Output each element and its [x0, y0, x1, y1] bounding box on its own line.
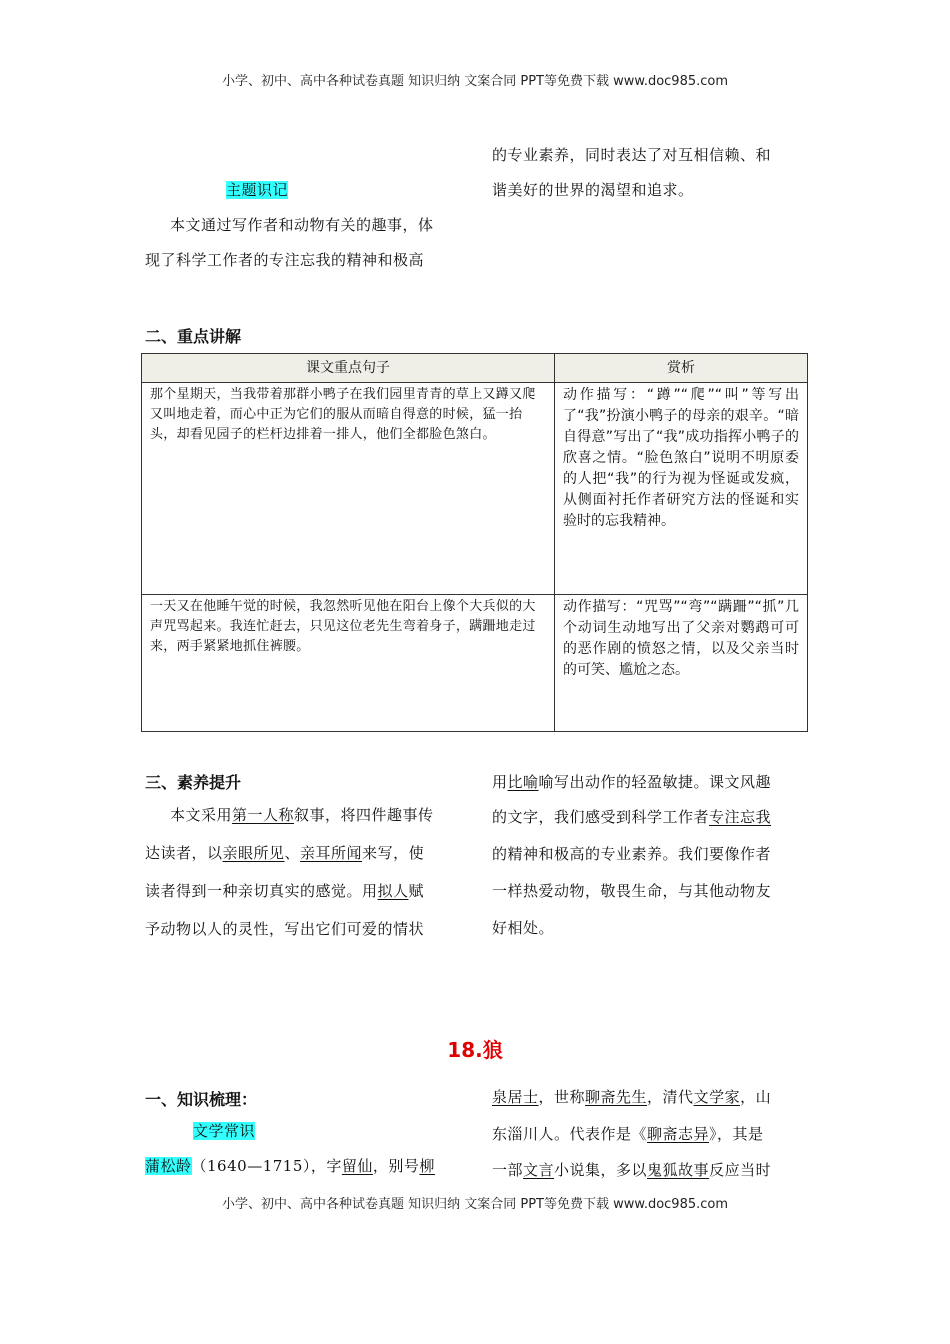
- ch18-underlined: 留仙: [341, 1157, 373, 1175]
- s3-right-line-4: 一样热爱动物，敬畏生命，与其他动物友: [492, 882, 772, 900]
- s3-underlined: 拟人: [377, 882, 409, 900]
- page-header: 小学、初中、高中各种试卷真题 知识归纳 文案合同 PPT等免费下载 www.doc985.com: [221, 74, 729, 89]
- row2-analysis: 动作描写：“咒骂”“弯”“蹒跚”“抓”几个动词生动地写出了父亲对鹦鹉可可的恶作剧的愤怒之情，以及父亲当时的可笑、尴尬之态。: [555, 595, 808, 732]
- ch18-text: 一部: [492, 1161, 524, 1179]
- col-header-sentence: 课文重点句子: [142, 354, 555, 383]
- ch18-underlined: 泉居士: [492, 1088, 539, 1106]
- ch18-underlined: 聊斋志异: [647, 1125, 710, 1143]
- ch18-text: 小说集，多以: [554, 1161, 648, 1179]
- s3-left-line-3: [145, 874, 475, 909]
- ch18-text: ，清代: [647, 1088, 694, 1106]
- table-header-row: [142, 354, 808, 383]
- ch18-left-line-1: [145, 1149, 475, 1184]
- theme-right-line-2: 谐美好的世界的渴望和追求。: [492, 181, 694, 199]
- s3-text: 达读者，以: [145, 844, 223, 862]
- ch18-text: 反应当时: [709, 1161, 772, 1179]
- chapter-title: 18.狼: [447, 1038, 503, 1062]
- ch18-text: （1640—1715），字: [191, 1157, 342, 1175]
- s3-right-line-5: 好相处。: [492, 919, 555, 937]
- ch18-underlined: 文学家: [693, 1088, 741, 1106]
- ch18-text: ，世称: [538, 1088, 586, 1106]
- s3-text: 读者得到一种亲切真实的感觉。用: [145, 882, 378, 900]
- s3-text: 来写，使: [362, 844, 425, 862]
- table-row: [142, 383, 808, 595]
- ch18-right-line-1: [492, 1080, 822, 1115]
- theme-label-text: 主题识记: [226, 181, 289, 199]
- page-footer: 小学、初中、高中各种试卷真题 知识归纳 文案合同 PPT等免费下载 www.doc985.com: [221, 1197, 729, 1212]
- section2-heading: 二、重点讲解: [145, 327, 242, 346]
- row1-analysis: 动作描写：“蹲”“爬”“叫”等写出了“我”扮演小鸭子的母亲的艰辛。“暗自得意”写出了“我”成功指挥小鸭子的欣喜之情。“脸色煞白”说明不明原委的人把“我”的行为视为怪诞或发疯，从侧面衬托作者研究方法的怪诞和实验时的忘我精神。: [555, 383, 808, 595]
- ch18-text: 东淄川人。代表作是《: [492, 1125, 648, 1143]
- theme-right-line-1: 的专业素养，同时表达了对互相信赖、和: [492, 146, 772, 164]
- s3-right-line-1: [492, 765, 822, 800]
- s3-text: 本文采用: [170, 806, 233, 824]
- s3-underlined: 亲耳所闻: [300, 844, 363, 862]
- literature-label-text: 文学常识: [193, 1122, 256, 1140]
- s3-text: 喻写出动作的轻盈敏捷。课文风趣: [538, 773, 772, 791]
- chapter18-heading: 一、知识梳理：: [145, 1090, 258, 1109]
- ch18-underlined: 鬼狐故事: [647, 1161, 710, 1179]
- s3-left-line-4: 予动物以人的灵性，写出它们可爱的情状: [145, 920, 425, 938]
- ch18-right-line-3: [492, 1153, 822, 1188]
- s3-text: 、: [284, 844, 301, 862]
- literature-label: [193, 1114, 255, 1149]
- key-sentences-table: [141, 353, 808, 732]
- theme-left-line-2: 现了科学工作者的专注忘我的精神和极高: [145, 251, 425, 269]
- s3-right-line-2: [492, 800, 822, 835]
- s3-left-line-1: [170, 798, 480, 833]
- s3-text: 叙事，将四件趣事传: [294, 806, 434, 824]
- ch18-right-line-2: [492, 1117, 822, 1152]
- ch18-text: ，别号: [372, 1157, 420, 1175]
- s3-text: 赋: [408, 882, 425, 900]
- ch18-text: ，山: [740, 1088, 772, 1106]
- theme-label: [226, 173, 288, 208]
- s3-underlined: 比喻: [507, 773, 539, 791]
- s3-right-line-3: 的精神和极高的专业素养。我们要像作者: [492, 845, 772, 863]
- s3-underlined: 亲眼所见: [222, 844, 285, 862]
- ch18-underlined: 文言: [523, 1161, 555, 1179]
- row1-sentence: 那个星期天，当我带着那群小鸭子在我们园里青青的草上又蹲又爬又叫地走着，而心中正为它们的服从而暗自得意的时候，猛一抬头，却看见园子的栏杆边排着一排人，他们全都脸色煞白。: [142, 383, 555, 595]
- ch18-underlined: 聊斋先生: [585, 1088, 648, 1106]
- ch18-text: 》，其是: [709, 1125, 764, 1143]
- s3-left-line-2: [145, 836, 475, 871]
- section3-heading: 三、素养提升: [145, 773, 242, 792]
- author-name: 蒲松龄: [145, 1157, 192, 1175]
- col-header-analysis: 赏析: [555, 354, 808, 383]
- table-row: [142, 595, 808, 732]
- theme-left-line-1: 本文通过写作者和动物有关的趣事，体: [170, 216, 434, 234]
- s3-text: 的文字，我们感受到科学工作者: [492, 808, 710, 826]
- ch18-underlined: 柳: [419, 1157, 435, 1175]
- s3-text: 用: [492, 773, 508, 791]
- s3-underlined: 第一人称: [232, 806, 295, 824]
- s3-underlined: 专注忘我: [709, 808, 772, 826]
- row2-sentence: 一天又在他睡午觉的时候，我忽然听见他在阳台上像个大兵似的大声咒骂起来。我连忙赶去，只见这位老先生弯着身子，蹒跚地走过来，两手紧紧地抓住裤腰。: [142, 595, 555, 732]
